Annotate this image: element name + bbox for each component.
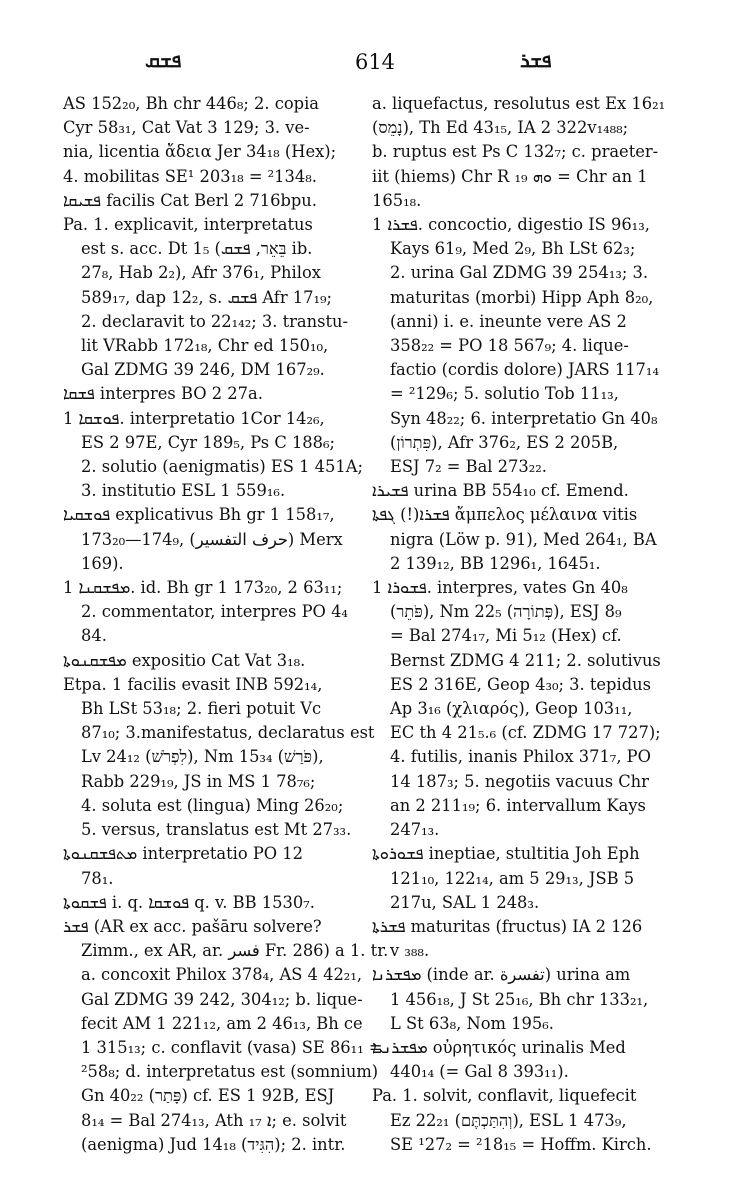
text-line: 169).: [81, 553, 124, 573]
text-line: 4. mobilitas SE¹ 203₁₈ = ²134₈.: [63, 166, 317, 186]
text-line: 78₁.: [81, 868, 114, 888]
text-line: v ₃₈₈.: [390, 941, 430, 961]
text-line: Lv 24₁₂ (לִפְרֹשׁ), Nm 15₃₄ (פֹּרַשׁ),: [81, 747, 324, 767]
text-line: ES 2 316E, Geop 4₃₀; 3. tepidus: [390, 674, 651, 694]
text-line: Pa. 1. explicavit, interpretatus: [63, 215, 313, 235]
text-line: 440₁₄ (= Gal 8 393₁₁).: [390, 1062, 569, 1082]
text-line: 2. declaravit to 22₁₄₂; 3. transtu-: [81, 311, 349, 331]
text-line: 27₈, Hab 2₂), Afr 376₁, Philox: [81, 263, 321, 283]
text-line: (נָמֵס), Th Ed 43₁₅, IA 2 322v₁₄₈₈;: [372, 118, 629, 138]
text-line: (פֹּתֵר), Nm 22₅ (פְּתוֹרָה), ESJ 8₉: [390, 602, 622, 622]
text-line: ܦܘܫܩܝܐ explicativus Bh gr 1 158₁₇,: [63, 505, 335, 525]
text-line: Gal ZDMG 39 242, 304₁₂; b. lique-: [81, 989, 363, 1009]
text-line: 2. solutio (aenigmatis) ES 1 451A;: [81, 457, 363, 477]
text-line: 4. soluta est (lingua) Ming 26₂₀;: [81, 795, 344, 815]
text-line: ܦܫܩܘܬܐ i. q. ܦܘܫܩܐ q. v. BB 1530₇.: [63, 892, 315, 912]
text-line: 1 315₁₃; c. conflavit (vasa) SE 86₁₁ =: [81, 1037, 383, 1057]
text-line: (aenigma) Jud 14₁₈ (הִגִּיד); 2. intr.: [81, 1134, 346, 1154]
text-line: lit VRabb 172₁₈, Chr ed 150₁₀,: [81, 336, 329, 356]
text-line: ܦܫܪܬܐ maturitas (fructus) IA 2 126: [372, 916, 643, 936]
text-line: AS 152₂₀, Bh chr 446₈; 2. copia: [63, 94, 319, 113]
text-line: ܦܫܪ (AR ex acc. pašāru solvere?: [63, 916, 322, 936]
text-line: Ez 22₂₁ (וְהִתַּכְתֶּם), ESL 1 473₉,: [390, 1110, 627, 1130]
text-line: = Bal 274₁₇, Mi 5₁₂ (Hex) cf.: [390, 626, 622, 646]
text-line: Ap 3₁₆ (χλιαρός), Geop 103₁₁,: [390, 699, 633, 719]
page-header: [0, 48, 750, 78]
text-line: an 2 211₁₉; 6. intervallum Kays: [390, 795, 646, 815]
text-line: Bh LSt 53₁₈; 2. fieri potuit Vc: [81, 699, 322, 719]
right-column: [372, 92, 697, 1157]
text-line: factio (cordis dolore) JARS 117₁₄: [390, 360, 659, 380]
text-line: Etpa. 1 facilis evasit INB 592₁₄,: [63, 674, 323, 694]
text-line: iit (hiems) Chr R ܘܗ ₁₉ = Chr an 1: [372, 166, 648, 186]
text-line: 3. institutio ESL 1 559₁₆.: [81, 481, 286, 501]
text-line: a. liquefactus, resolutus est Ex 16₂₁: [372, 94, 666, 113]
text-line: SE ¹27₂ = ²18₁₅ = Hoffm. Kirch.: [390, 1134, 652, 1154]
text-line: EC th 4 21₅.₆ (cf. ZDMG 17 727);: [390, 723, 661, 743]
text-line: 2 139₁₂, BB 1296₁, 1645₁.: [390, 553, 601, 573]
text-line: 165₁₈.: [372, 190, 422, 210]
text-line: 14 187₃; 5. negotiis vacuus Chr: [390, 771, 649, 791]
text-line: Pa. 1. solvit, conflavit, liquefecit: [372, 1086, 637, 1106]
text-line: L St 63₈, Nom 195₆.: [390, 1013, 554, 1033]
text-line: 589₁₇, dap 12₂, s. ܦܫܩ Afr 17₁₉;: [81, 287, 333, 307]
text-line: 1 456₁₈, J St 25₁₆, Bh chr 133₂₁,: [390, 989, 649, 1009]
text-line: ES 2 97E, Cyr 189₅, Ps C 188₆;: [81, 432, 336, 452]
text-line: 2. commentator, interpres PO 4₄: [81, 602, 348, 622]
text-line: ²58₈; d. interpretatus est (somnium): [81, 1062, 379, 1082]
text-line: 358₂₂ = PO 18 567₉; 4. lique-: [390, 336, 629, 356]
header-left-word: ܦܫܩ: [145, 48, 182, 72]
text-line: b. ruptus est Ps C 132₇; c. praeter-: [372, 142, 659, 162]
text-line: ܡܦܫܪܢܝܐ οὐρητικός urinalis Med: [372, 1037, 626, 1057]
text-line: Cyr 58₃₁, Cat Vat 3 129; 3. ve-: [63, 118, 310, 138]
text-line: 173₂₀—174₉, (حرف التفسير) Merx: [81, 529, 343, 549]
text-line: Kays 61₉, Med 2₉, Bh LSt 62₃;: [390, 239, 636, 259]
text-line: 8₁₄ = Bal 274₁₃, Ath ܐ ₁₇; e. solvit: [81, 1110, 347, 1130]
text-line: ܡܦܫܩܢܘܬܐ expositio Cat Vat 3₁₈.: [63, 650, 306, 670]
text-line: ܦܫܝܪܐ urina BB 554₁₀ cf. Emend.: [372, 481, 629, 501]
header-right-word: ܦܫܪ: [520, 48, 552, 72]
text-line: ܡܦܫܩܢܐ 1. id. Bh gr 1 173₂₀, 2 63₁₁;: [63, 578, 343, 598]
text-line: nia, licentia ἄδεια Jer 34₁₈ (Hex);: [63, 142, 337, 162]
text-line: Zimm., ex AR, ar. فسر Fr. 286) a 1. tr.: [81, 941, 389, 961]
text-line: 247₁₃.: [390, 820, 440, 840]
text-line: ܦܫܝܩܐ facilis Cat Berl 2 716bpu.: [63, 190, 317, 210]
text-line: ܦܫܘܪܘܬܐ ineptiae, stultitia Joh Eph: [372, 844, 640, 864]
left-column: [63, 92, 389, 1157]
text-line: ܦܫܪܐ(!) ܓܦܬܐ ἄμπελος μέλαινα vitis: [372, 505, 638, 525]
text-line: 84.: [81, 626, 107, 646]
text-line: maturitas (morbi) Hipp Aph 8₂₀,: [390, 287, 654, 307]
text-line: ܦܘܫܩܐ 1. interpretatio 1Cor 14₂₆,: [63, 408, 325, 428]
text-line: Bernst ZDMG 4 211; 2. solutivus: [390, 650, 661, 670]
text-line: Rabb 229₁₉, JS in MS 1 78₇₆;: [81, 771, 316, 791]
text-line: est s. acc. Dt 1₅ (בֵּאֵר, ܦܫܩ ib.: [81, 239, 313, 259]
text-line: nigra (Löw p. 91), Med 264₁, BA: [390, 529, 657, 549]
text-line: ܡܬܦܫܩܢܘܬܐ interpretatio PO 12: [63, 844, 304, 864]
text-line: (פִּתְרוֹן), Afr 376₂, ES 2 205B,: [390, 432, 619, 452]
text-line: ESJ 7₂ = Bal 273₂₂.: [390, 457, 547, 477]
text-line: ܦܫܩܐ interpres BO 2 27a.: [63, 384, 263, 404]
text-line: fecit AM 1 221₁₂, am 2 46₁₃, Bh ce: [81, 1013, 363, 1033]
page-number: 614: [354, 50, 396, 74]
text-line: 5. versus, translatus est Mt 27₃₃.: [81, 820, 352, 840]
text-line: 121₁₀, 122₁₄, am 5 29₁₃, JSB 5: [390, 868, 635, 888]
text-line: = ²129₆; 5. solutio Tob 11₁₃,: [390, 384, 619, 404]
text-line: ܦܫܘܪܐ 1. interpres, vates Gn 40₈: [372, 578, 628, 598]
text-line: Gn 40₂₂ (פָּתַר) cf. ES 1 92B, ESJ: [81, 1086, 335, 1106]
text-line: 87₁₀; 3.manifestatus, declaratus est: [81, 723, 375, 743]
text-line: Syn 48₂₂; 6. interpretatio Gn 40₈: [390, 408, 658, 428]
text-line: a. concoxit Philox 378₄, AS 4 42₂₁,: [81, 965, 363, 985]
text-line: (anni) i. e. ineunte vere AS 2: [390, 311, 627, 331]
text-line: 4. futilis, inanis Philox 371₇, PO: [390, 747, 651, 767]
text-line: ܦܫܪܐ 1. concoctio, digestio IS 96₁₃,: [372, 215, 650, 235]
text-line: Gal ZDMG 39 246, DM 167₂₉.: [81, 360, 325, 380]
text-line: 2. urina Gal ZDMG 39 254₁₃; 3.: [390, 263, 649, 283]
text-line: 217u, SAL 1 248₃.: [390, 892, 540, 912]
text-line: ܡܦܫܪܢܐ (inde ar. تفسرة) urina am: [372, 965, 631, 985]
